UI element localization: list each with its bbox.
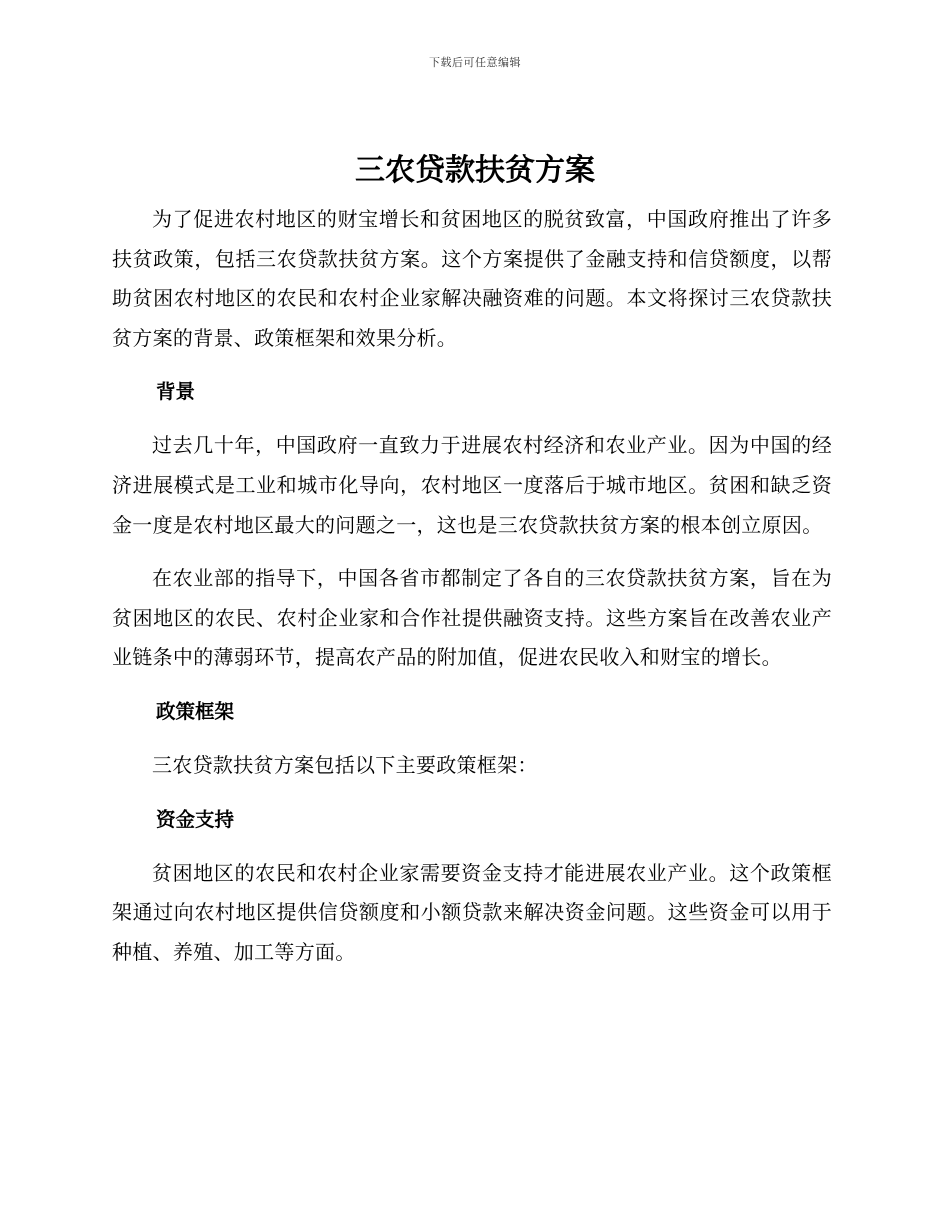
funding-heading: 资金支持	[156, 807, 235, 831]
policy-heading: 政策框架	[156, 699, 235, 723]
document-title: 三农贷款扶贫方案	[355, 153, 595, 188]
background-paragraph-1: 过去几十年，中国政府一直致力于进展农村经济和农业产业。因为中国的经济进展模式是工业和城市化导向，农村地区一度落后于城市地区。贫困和缺乏资金一度是农村地区最大的问题之一，这也是三农贷款扶贫方案的根本创立原因。	[112, 433, 832, 537]
background-heading: 背景	[156, 380, 196, 404]
background-paragraph-2: 在农业部的指导下，中国各省市都制定了各自的三农贷款扶贫方案，旨在为贫困地区的农民、农村企业家和合作社提供融资支持。这些方案旨在改善农业产业链条中的薄弱环节，提高农产品的附加值，促进农民收入和财宝的增长。	[112, 566, 832, 670]
header-note: 下载后可任意编辑	[429, 56, 521, 69]
policy-intro-paragraph: 三农贷款扶贫方案包括以下主要政策框架：	[152, 752, 538, 777]
intro-paragraph: 为了促进农村地区的财宝增长和贫困地区的脱贫致富，中国政府推出了许多扶贫政策，包括三农贷款扶贫方案。这个方案提供了金融支持和信贷额度，以帮助贫困农村地区的农民和农村企业家解决融资难的问题。本文将探讨三农贷款扶贫方案的背景、政策框架和效果分析。	[112, 207, 832, 350]
funding-paragraph-1: 贫困地区的农民和农村企业家需要资金支持才能进展农业产业。这个政策框架通过向农村地区提供信贷额度和小额贷款来解决资金问题。这些资金可以用于种植、养殖、加工等方面。	[112, 860, 832, 964]
document-body	[112, 200, 832, 972]
